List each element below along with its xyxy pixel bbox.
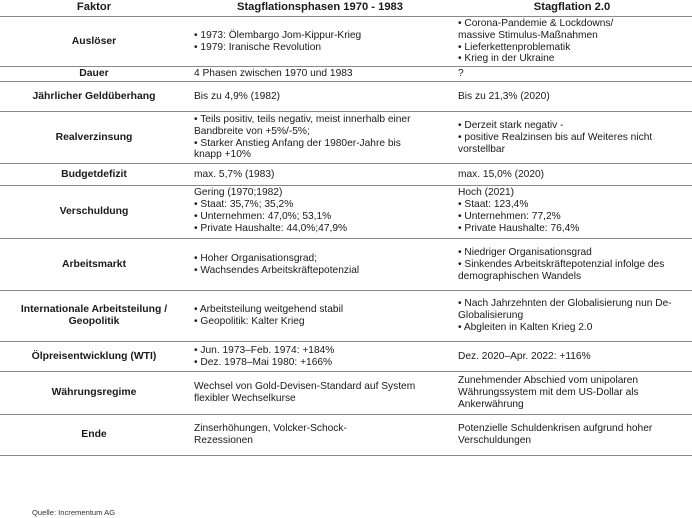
cell-line: • positive Realzinsen bis auf Weiteres nicht [458,131,653,143]
table-row [0,372,692,415]
period-1970-cell [188,112,452,164]
cell-line: massive Stimulus-Maßnahmen [458,29,598,41]
source-note: Quelle: Incrementum AG [32,508,116,517]
cell-line: Bis zu 4,9% (1982) [194,90,281,102]
cell-line: Potenzielle Schuldenkrisen aufgrund hoher [458,423,653,435]
factor-cell: Realverzinsung [0,112,188,164]
header-stagflation-2: Stagflation 2.0 [452,0,692,17]
cell-line: • Derzeit stark negativ - [458,119,564,131]
table-row [0,342,692,372]
factor-cell: Ende [0,415,188,456]
period-1970-cell [188,291,452,342]
stagflation-2-cell [452,82,692,112]
table-row [0,17,692,67]
cell-line: knapp +10% [194,149,251,161]
cell-line: • Private Haushalte: 76,4% [458,222,580,234]
cell-line: • Private Haushalte: 44,0%;47,9% [194,222,348,234]
cell-line: • Geopolitik: Kalter Krieg [194,316,305,328]
cell-line: • Krieg in der Ukraine [458,53,555,65]
cell-line: • Unternehmen: 47,0%; 53,1% [194,210,332,222]
period-1970-cell [188,239,452,291]
stagflation-2-cell [452,291,692,342]
table-row [0,112,692,164]
cell-line: • Lieferkettenproblematik [458,41,571,53]
cell-line: Bis zu 21,3% (2020) [458,90,550,102]
cell-line: Globalisierung [458,310,524,322]
period-1970-cell [188,415,452,456]
cell-line: Bandbreite von +5%/-5%; [194,125,310,137]
factor-cell: Arbeitsmarkt [0,239,188,291]
cell-line: • Wachsendes Arbeitskräftepotenzial [194,264,360,276]
cell-line: • Sinkendes Arbeitskräftepotenzial infolge des [458,258,665,270]
cell-line: demographischen Wandels [458,270,582,282]
cell-line: • 1973: Ölembargo Jom-Kippur-Krieg [194,29,362,41]
stagflation-2-cell [452,164,692,186]
cell-line: • 1979: Iranische Revolution [194,41,322,53]
cell-line: • Unternehmen: 77,2% [458,210,561,222]
cell-line: Ankerwährung [458,399,524,411]
cell-line: 4 Phasen zwischen 1970 und 1983 [194,68,353,80]
table-body [0,17,692,456]
cell-line: Währungssystem mit dem US-Dollar als [458,387,639,399]
stagflation-2-cell [452,415,692,456]
cell-line: ? [458,68,464,80]
cell-line: • Abgleiten in Kalten Krieg 2.0 [458,322,593,334]
cell-line: max. 15,0% (2020) [458,168,545,180]
cell-line: • Dez. 1978–Mai 1980: +166% [194,356,333,368]
period-1970-cell [188,82,452,112]
stagflation-2-cell [452,372,692,415]
cell-line: Verschuldungen [458,435,532,447]
cell-line: flexibler Wechselkurse [194,393,296,405]
cell-line: • Hoher Organisationsgrad; [194,252,318,264]
factor-cell: Budgetdefizit [0,164,188,186]
cell-line: Zinserhöhungen, Volcker-Schock- [194,423,347,435]
cell-line: • Jun. 1973–Feb. 1974: +184% [194,344,335,356]
cell-line: • Arbeitsteilung weitgehend stabil [194,304,344,316]
cell-line: • Corona-Pandemie & Lockdowns/ [458,18,614,29]
cell-line: Zunehmender Abschied vom unipolaren [458,375,639,387]
cell-line: Rezessionen [194,435,253,447]
factor-cell: Währungsregime [0,372,188,415]
factor-cell: Jährlicher Geldüberhang [0,82,188,112]
factor-cell: Dauer [0,67,188,82]
cell-line: vorstellbar [458,143,505,155]
table-row [0,291,692,342]
stagflation-2-cell [452,112,692,164]
period-1970-cell [188,372,452,415]
cell-line: Gering (1970;1982) [194,187,283,199]
cell-line: • Staat: 35,7%; 35,2% [194,198,294,210]
stagflation-2-cell [452,239,692,291]
table-row [0,67,692,82]
table-row [0,164,692,186]
table-row [0,415,692,456]
cell-line: • Starker Anstieg Anfang der 1980er-Jahre bis [194,137,401,149]
cell-line: • Teils positiv, teils negativ, meist innerhalb einer [194,114,411,126]
period-1970-cell [188,67,452,82]
table-row [0,82,692,112]
cell-line: max. 5,7% (1983) [194,168,275,180]
header-row [0,0,692,17]
cell-line: • Niedriger Organisationsgrad [458,246,592,258]
stagflation-2-cell [452,342,692,372]
factor-cell: Internationale Arbeitsteilung / Geopolitik [0,291,188,342]
period-1970-cell [188,342,452,372]
stagflation-2-cell [452,186,692,239]
factor-cell: Verschuldung [0,186,188,239]
cell-line: Dez. 2020–Apr. 2022: +116% [458,350,591,362]
period-1970-cell [188,17,452,67]
cell-line: • Staat: 123,4% [458,198,529,210]
stagflation-2-cell [452,67,692,82]
factor-cell: Auslöser [0,17,188,67]
cell-line: Hoch (2021) [458,187,515,199]
header-factor: Faktor [0,0,188,17]
period-1970-cell [188,186,452,239]
factor-cell: Ölpreisentwicklung (WTI) [0,342,188,372]
table-row [0,239,692,291]
cell-line: Wechsel von Gold-Devisen-Standard auf System [194,381,416,393]
table-row [0,186,692,239]
period-1970-cell [188,164,452,186]
stagflation-2-cell [452,17,692,67]
cell-line: • Nach Jahrzehnten der Globalisierung nun De- [458,298,672,310]
header-stagflation-1970: Stagflationsphasen 1970 - 1983 [188,0,452,17]
